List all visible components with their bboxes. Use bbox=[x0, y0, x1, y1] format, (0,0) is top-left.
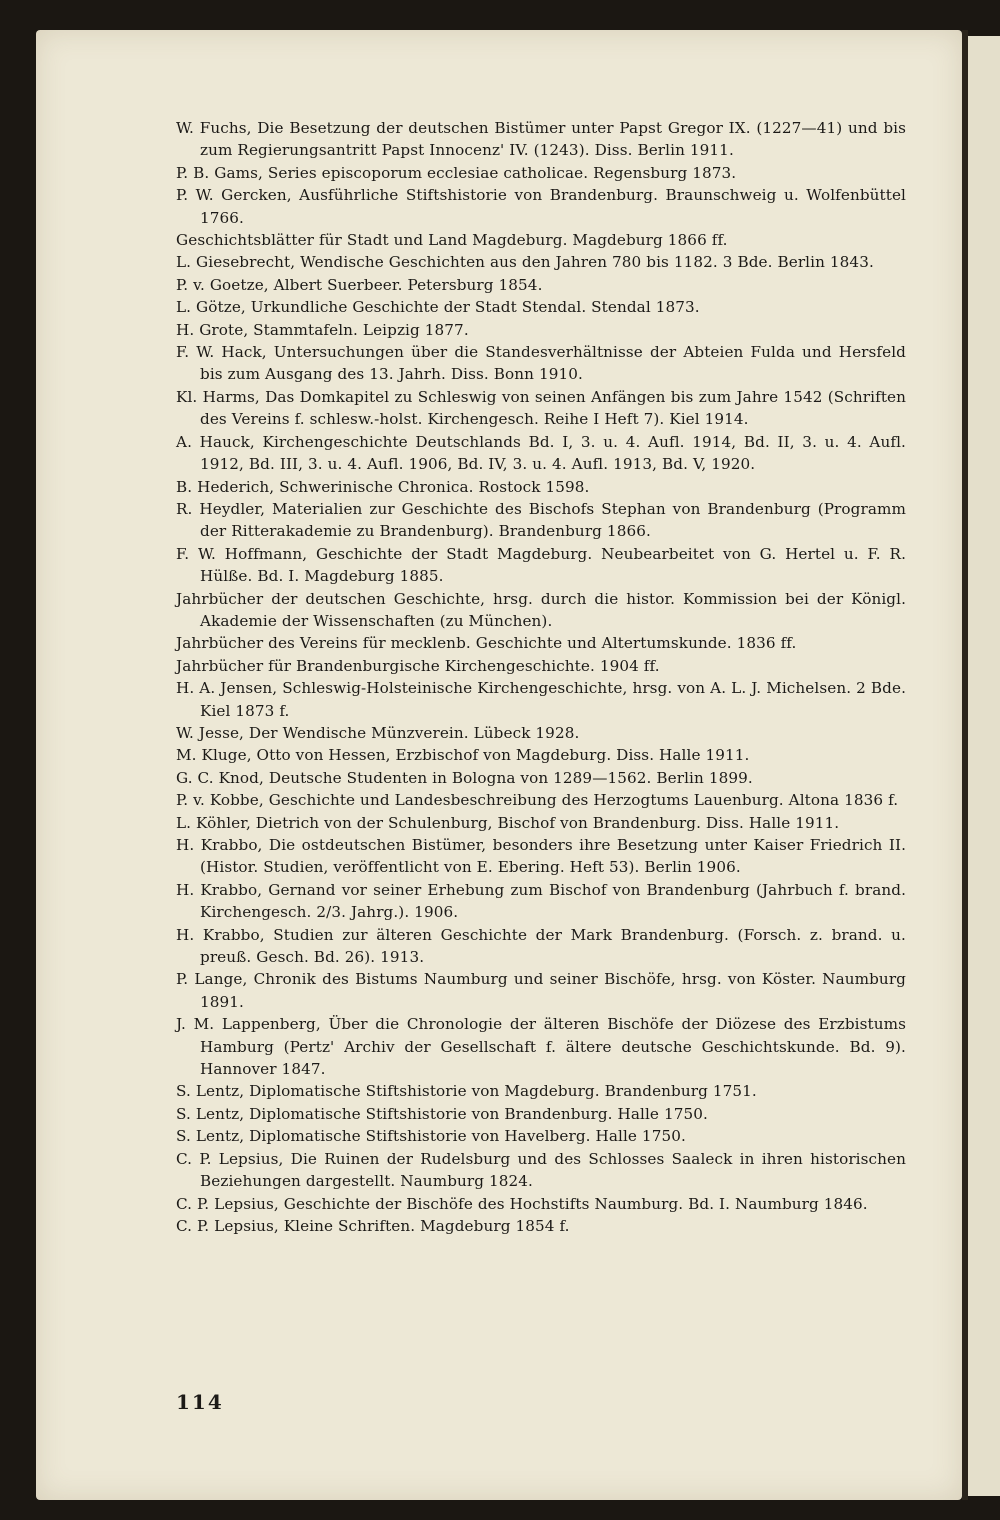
bibliography-entry: W. Fuchs, Die Besetzung der deutschen Bistümer unter Papst Gregor IX. (1227—41) und bis zum Regierungsantritt Papst Innocenz' IV. (1243). Diss. Berlin 1911. bbox=[176, 119, 906, 160]
bibliography-entry: H. Grote, Stammtafeln. Leipzig 1877. bbox=[176, 320, 469, 339]
bibliography-entry: G. C. Knod, Deutsche Studenten in Bologna von 1289—1562. Berlin 1899. bbox=[176, 768, 753, 787]
bibliography-entry: F. W. Hoffmann, Geschichte der Stadt Magdeburg. Neubearbeitet von G. Hertel u. F. R. Hülße. Bd. I. Magdeburg 1885. bbox=[176, 544, 906, 586]
bibliography-entry: Geschichtsblätter für Stadt und Land Magdeburg. Magdeburg 1866 ff. bbox=[176, 231, 728, 250]
bibliography-entry: B. Hederich, Schwerinische Chronica. Rostock 1598. bbox=[176, 477, 590, 496]
bibliography-entry: P. Lange, Chronik des Bistums Naumburg und seiner Bischöfe, hrsg. von Köster. Naumburg 1891. bbox=[176, 970, 906, 1011]
bibliography-entry: H. Krabbo, Studien zur älteren Geschichte der Mark Brandenburg. (Forsch. z. brand. u. preuß. Gesch. Bd. 26). 1913. bbox=[176, 925, 906, 967]
bibliography-entry: C. P. Lepsius, Die Ruinen der Rudelsburg und des Schlosses Saaleck in ihren historischen Beziehungen dargestellt. Naumburg 1824. bbox=[176, 1149, 906, 1191]
bibliography-entry: S. Lentz, Diplomatische Stiftshistorie von Magdeburg. Brandenburg 1751. bbox=[176, 1082, 757, 1101]
bibliography-entry: Jahrbücher für Brandenburgische Kirchengeschichte. 1904 ff. bbox=[176, 656, 660, 675]
bibliography-entry: S. Lentz, Diplomatische Stiftshistorie von Brandenburg. Halle 1750. bbox=[176, 1104, 708, 1123]
bibliography-entry: Jahrbücher der deutschen Geschichte, hrsg. durch die histor. Kommission bei der Königl. Akademie der Wissenschaften (zu München). bbox=[176, 589, 906, 630]
bibliography-entry: H. Krabbo, Die ostdeutschen Bistümer, besonders ihre Besetzung unter Kaiser Friedrich II. (Histor. Studien, veröffentlicht von E. Ebering. Heft 53). Berlin 1906. bbox=[176, 836, 906, 877]
page-number: 114 bbox=[176, 1390, 224, 1414]
bibliography-entry: J. M. Lappenberg, Über die Chronologie der älteren Bischöfe der Diözese des Erzbistums Hamburg (Pertz' Archiv der Gesellschaft f. ältere deutsche Geschichtskunde. Bd. 9). Hannover 1847. bbox=[176, 1015, 906, 1079]
bibliography-entry: P. v. Goetze, Albert Suerbeer. Petersburg 1854. bbox=[176, 275, 543, 294]
bibliography-entry: A. Hauck, Kirchengeschichte Deutschlands Bd. I, 3. u. 4. Aufl. 1914, Bd. II, 3. u. 4. Aufl. 1912, Bd. III, 3. u. 4. Aufl. 1906, Bd. IV, 3. u. 4. Aufl. 1913, Bd. V, 1920. bbox=[176, 432, 906, 474]
bibliography-entry: C. P. Lepsius, Geschichte der Bischöfe des Hochstifts Naumburg. Bd. I. Naumburg 1846. bbox=[176, 1194, 868, 1213]
bibliography-entry: F. W. Hack, Untersuchungen über die Standesverhältnisse der Abteien Fulda und Hersfeld bis zum Ausgang des 13. Jahrh. Diss. Bonn 1910. bbox=[176, 343, 906, 384]
bibliography-entry: H. A. Jensen, Schleswig-Holsteinische Kirchengeschichte, hrsg. von A. L. J. Michelsen. 2 Bde. Kiel 1873 f. bbox=[176, 679, 906, 720]
bibliography-entry: P. B. Gams, Series episcoporum ecclesiae catholicae. Regensburg 1873. bbox=[176, 163, 737, 182]
adjacent-page-edge bbox=[968, 36, 1000, 1496]
bibliography-entry: R. Heydler, Materialien zur Geschichte des Bischofs Stephan von Brandenburg (Programm der Ritterakademie zu Brandenburg). Brandenburg 1866. bbox=[176, 499, 906, 541]
bibliography-entry: L. Köhler, Dietrich von der Schulenburg, Bischof von Brandenburg. Diss. Halle 1911. bbox=[176, 813, 840, 832]
bibliography-entry: Kl. Harms, Das Domkapitel zu Schleswig von seinen Anfängen bis zum Jahre 1542 (Schriften des Vereins f. schlesw.-holst. Kirchengesch. Reihe I Heft 7). Kiel 1914. bbox=[176, 387, 906, 429]
bibliography-entry: C. P. Lepsius, Kleine Schriften. Magdeburg 1854 f. bbox=[176, 1216, 570, 1235]
bibliography-entry: L. Giesebrecht, Wendische Geschichten aus den Jahren 780 bis 1182. 3 Bde. Berlin 1843. bbox=[176, 253, 874, 272]
bibliography-entry: S. Lentz, Diplomatische Stiftshistorie von Havelberg. Halle 1750. bbox=[176, 1127, 686, 1146]
bibliography-entry: W. Jesse, Der Wendische Münzverein. Lübeck 1928. bbox=[176, 723, 580, 742]
bibliography-entry: H. Krabbo, Gernand vor seiner Erhebung zum Bischof von Brandenburg (Jahrbuch f. brand. Kirchengesch. 2/3. Jahrg.). 1906. bbox=[176, 880, 906, 922]
bibliography-entry: Jahrbücher des Vereins für mecklenb. Geschichte und Altertumskunde. 1836 ff. bbox=[176, 634, 797, 653]
bibliography-entry: M. Kluge, Otto von Hessen, Erzbischof von Magdeburg. Diss. Halle 1911. bbox=[176, 746, 750, 765]
bibliography-list bbox=[176, 117, 906, 1237]
bibliography-entry: P. W. Gercken, Ausführliche Stiftshistorie von Brandenburg. Braunschweig u. Wolfenbüttel 1766. bbox=[176, 186, 906, 227]
bibliography-entry: P. v. Kobbe, Geschichte und Landesbeschreibung des Herzogtums Lauenburg. Altona 1836 f. bbox=[176, 791, 899, 810]
bibliography-entry: L. Götze, Urkundliche Geschichte der Stadt Stendal. Stendal 1873. bbox=[176, 298, 700, 317]
